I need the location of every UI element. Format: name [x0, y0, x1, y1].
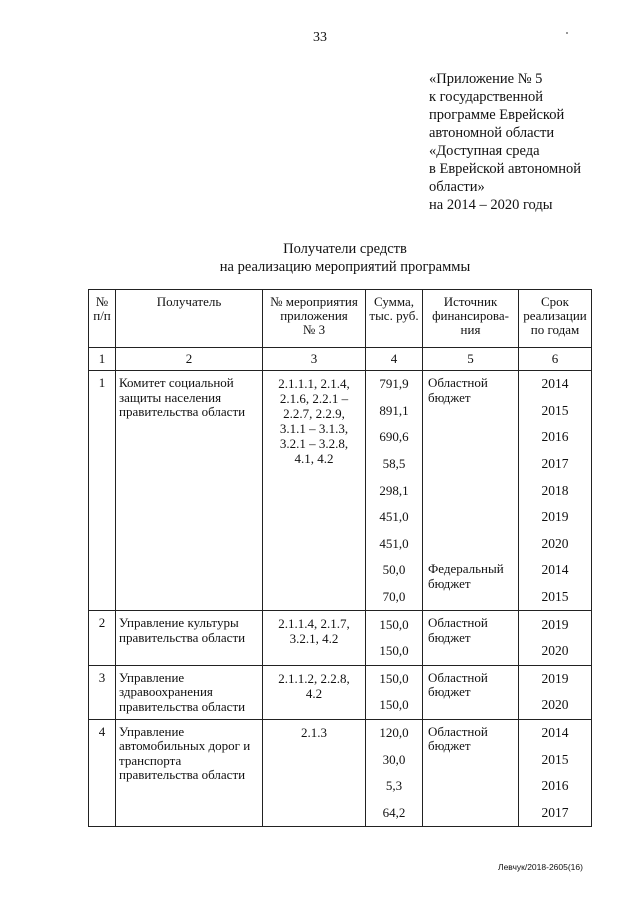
- header-amount: [366, 290, 423, 348]
- text-line: Управление культуры: [119, 615, 239, 631]
- activity-cell: [263, 665, 366, 719]
- header-recipient: [116, 290, 263, 348]
- amount-value: 791,9: [379, 376, 409, 392]
- year-value: 2014: [541, 562, 569, 578]
- text-line: 3.2.1, 4.2: [289, 631, 339, 647]
- amount-value: 30,0: [382, 751, 406, 767]
- text-line: приложения: [280, 308, 348, 323]
- recipient-cell: [116, 371, 263, 611]
- text-line: 2.1.1.2, 2.2.8,: [278, 670, 350, 686]
- text-line: 4.1, 4.2: [294, 451, 334, 466]
- appendix-line: автономной области: [429, 125, 555, 141]
- year-value: 2017: [541, 456, 569, 472]
- source-cell: [423, 665, 519, 719]
- text-line: ния: [460, 322, 481, 337]
- text-line: правительства области: [119, 629, 246, 645]
- appendix-line: области»: [429, 179, 485, 195]
- amount-value: 50,0: [382, 562, 406, 578]
- text-line: Получатель: [156, 294, 222, 309]
- appendix-line: «Доступная среда: [429, 143, 540, 159]
- text-line: реализации: [523, 308, 587, 323]
- year-value: 2014: [541, 376, 569, 392]
- text-line: 2.1.1.1, 2.1.4,: [278, 376, 350, 391]
- amount-value: 150,0: [379, 643, 409, 659]
- activity-cell: [263, 719, 366, 826]
- text-line: защиты населения: [119, 389, 222, 405]
- text-line: автомобильных дорог и: [119, 738, 251, 754]
- year-value: 2019: [541, 670, 569, 686]
- text-line: п/п: [93, 308, 111, 323]
- amount-cell: [366, 611, 423, 665]
- year-value: 2015: [541, 402, 569, 418]
- column-number: 3: [263, 348, 366, 371]
- document-title-line: на реализацию мероприятий программы: [219, 259, 471, 275]
- amount-cell: [366, 719, 423, 826]
- scan-speck: [566, 32, 568, 34]
- text-line: Федеральный: [428, 561, 504, 577]
- amount-value: 451,0: [379, 535, 409, 551]
- page-number: 33: [313, 30, 327, 45]
- amount-value: 690,6: [379, 429, 409, 445]
- amount-value: 891,1: [379, 402, 409, 418]
- activity-cell: [263, 371, 366, 611]
- funding-source: [423, 611, 518, 664]
- year-value: 2015: [541, 751, 569, 767]
- year-value: 2017: [541, 804, 569, 820]
- table-header-row: [89, 290, 592, 348]
- text-line: 2.1.3: [301, 724, 327, 740]
- column-number: 1: [89, 348, 116, 371]
- row-number: 3: [89, 665, 116, 719]
- row-number: 1: [89, 371, 116, 611]
- recipient-cell: [116, 611, 263, 665]
- text-line: Комитет социальной: [119, 375, 234, 390]
- source-cell: [423, 719, 519, 826]
- row-number: 4: [89, 719, 116, 826]
- text-line: 3.2.1 – 3.2.8,: [279, 436, 349, 451]
- appendix-line: в Еврейской автономной: [429, 161, 581, 177]
- text-line: здравоохранения: [119, 684, 213, 700]
- header-activity: [263, 290, 366, 348]
- year-value: 2018: [541, 482, 569, 498]
- header-source: [423, 290, 519, 348]
- text-line: № мероприятия: [270, 294, 358, 309]
- column-number: 4: [366, 348, 423, 371]
- source-cell: [423, 611, 519, 665]
- amount-value: 150,0: [379, 616, 409, 632]
- document-title: [0, 240, 640, 276]
- text-line: бюджет: [428, 738, 471, 754]
- year-cell: [519, 719, 592, 826]
- amount-value: 150,0: [379, 697, 409, 713]
- text-line: Управление: [119, 723, 185, 739]
- document-title-line: Получатели средств: [283, 241, 407, 257]
- year-cell: [519, 665, 592, 719]
- text-line: Областной: [428, 723, 488, 739]
- text-line: бюджет: [428, 629, 471, 645]
- amount-value: 120,0: [379, 725, 409, 741]
- text-line: правительства области: [119, 698, 246, 714]
- recipient-cell: [116, 719, 263, 826]
- year-value: 2020: [541, 697, 569, 713]
- amount-value: 58,5: [382, 456, 406, 472]
- amount-cell: [366, 371, 423, 611]
- table-row: [89, 719, 592, 826]
- text-line: 2.1.1.4, 2.1.7,: [278, 616, 350, 632]
- amount-cell: [366, 665, 423, 719]
- table-row: [89, 371, 592, 611]
- text-line: транспорта: [119, 752, 182, 768]
- text-line: Областной: [428, 669, 488, 685]
- text-line: правительства области: [119, 404, 246, 419]
- column-number: 5: [423, 348, 519, 371]
- appendix-line: «Приложение № 5: [429, 71, 543, 87]
- funding-source: [423, 666, 518, 719]
- text-line: №: [95, 294, 109, 309]
- year-value: 2015: [541, 589, 569, 605]
- text-line: 4.2: [305, 685, 323, 701]
- year-value: 2016: [541, 778, 569, 794]
- source-cell: [423, 371, 519, 611]
- amount-value: 298,1: [379, 482, 409, 498]
- amount-value: 451,0: [379, 509, 409, 525]
- text-line: финансирова-: [432, 308, 509, 323]
- column-number-row: [89, 348, 592, 371]
- text-line: Сумма,: [373, 294, 415, 309]
- document-code: Левчук/2018-2605(16): [498, 862, 583, 872]
- amount-value: 64,2: [382, 804, 406, 820]
- text-line: Источник: [443, 294, 498, 309]
- year-value: 2020: [541, 643, 569, 659]
- funding-source: [423, 371, 518, 557]
- text-line: по годам: [530, 322, 580, 337]
- year-value: 2014: [541, 725, 569, 741]
- year-value: 2016: [541, 429, 569, 445]
- amount-value: 70,0: [382, 589, 406, 605]
- year-value: 2020: [541, 535, 569, 551]
- year-cell: [519, 611, 592, 665]
- text-line: бюджет: [428, 389, 471, 405]
- text-line: 3.1.1 – 3.1.3,: [279, 421, 349, 436]
- text-line: 2.1.6, 2.2.1 –: [279, 391, 349, 406]
- appendix-header: [429, 70, 629, 214]
- appendix-line: программе Еврейской: [429, 107, 565, 123]
- appendix-line: к государственной: [429, 89, 544, 105]
- funding-source: [423, 720, 518, 826]
- appendix-line: на 2014 – 2020 годы: [429, 197, 553, 213]
- recipients-table: [88, 289, 592, 827]
- row-number: 2: [89, 611, 116, 665]
- header-number: [89, 290, 116, 348]
- text-line: № 3: [302, 322, 326, 337]
- funding-source: [423, 557, 518, 610]
- header-period: [519, 290, 592, 348]
- text-line: Управление: [119, 669, 185, 685]
- column-number: 2: [116, 348, 263, 371]
- year-value: 2019: [541, 616, 569, 632]
- text-line: бюджет: [428, 575, 471, 591]
- amount-value: 150,0: [379, 670, 409, 686]
- text-line: бюджет: [428, 684, 471, 700]
- table-row: [89, 665, 592, 719]
- year-cell: [519, 371, 592, 611]
- table-row: [89, 611, 592, 665]
- recipient-cell: [116, 665, 263, 719]
- column-number: 6: [519, 348, 592, 371]
- text-line: тыс. руб.: [369, 308, 419, 323]
- year-value: 2019: [541, 509, 569, 525]
- text-line: Областной: [428, 375, 488, 390]
- text-line: правительства области: [119, 767, 246, 783]
- text-line: Срок: [541, 294, 569, 309]
- activity-cell: [263, 611, 366, 665]
- text-line: Областной: [428, 615, 488, 631]
- amount-value: 5,3: [385, 778, 403, 794]
- text-line: 2.2.7, 2.2.9,: [283, 406, 345, 421]
